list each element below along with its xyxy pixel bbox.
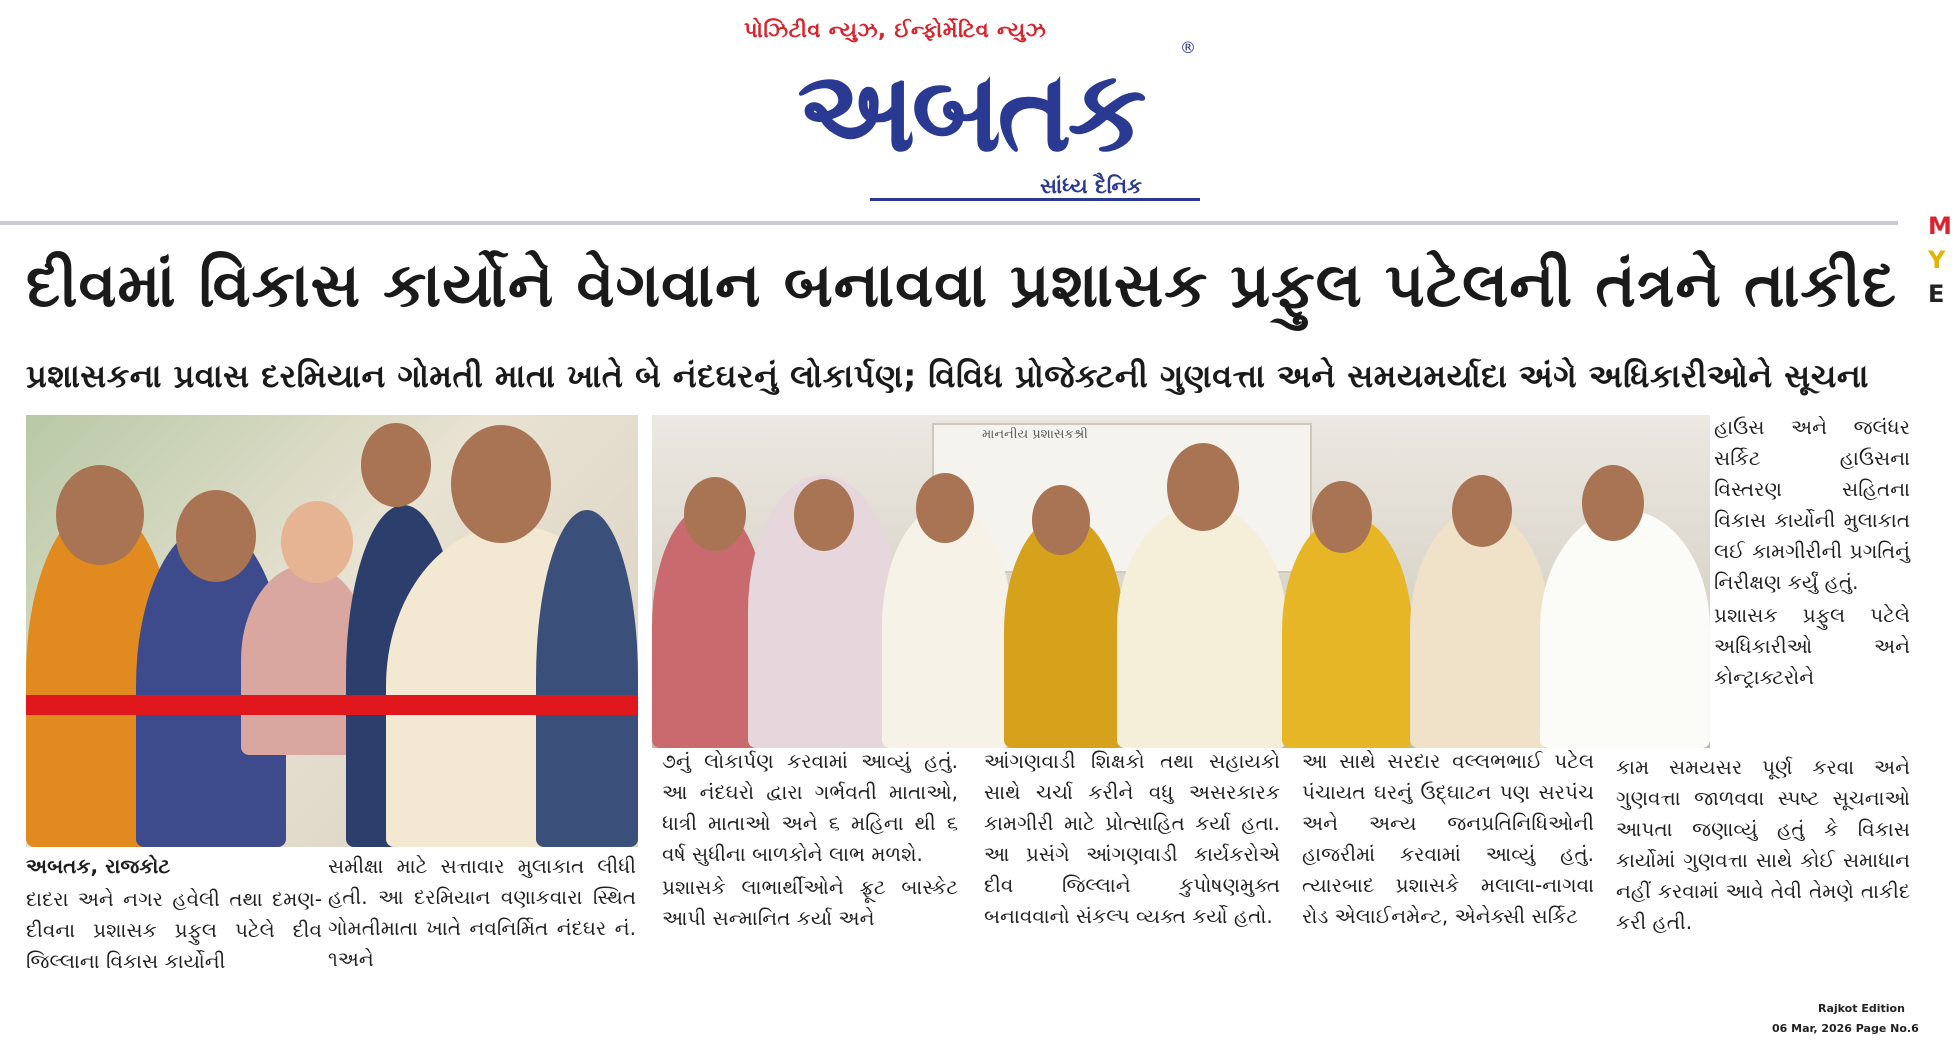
masthead-subtitle: સાંધ્ય દૈનિક (1040, 174, 1142, 198)
newspaper-logo-text: અબતક (797, 47, 1143, 177)
masthead-divider (0, 221, 1898, 225)
ribbon-cutting-photo (26, 415, 638, 847)
photo-figure (536, 510, 638, 847)
subtitle-underline (870, 198, 1200, 201)
photo-figure-head (1167, 443, 1239, 531)
photo-figure (1540, 510, 1710, 748)
side-clip-letter-2: Y (1928, 246, 1946, 274)
registered-mark: ® (1180, 38, 1196, 57)
article-paragraph: સમીક્ષા માટે સત્તાવાર મુલાકાત લીધી હતી. આ દરમિયાન વણાકવારા સ્થિત ગોમતીમાતા ખાતે નવનિર્મિત નંદઘર નં. ૧અને (328, 854, 636, 971)
article-paragraph: હાઉસ અને જલંધર સર્કિટ હાઉસના વિસ્તરણ સહિતના વિકાસ કાર્યોની મુલાકાત લઈ કામગીરીની પ્રગતિનું નિરીક્ષણ કર્યું હતું. (1714, 415, 1910, 594)
photo-figure-head (1032, 485, 1090, 555)
article-paragraph: દાદરા અને નગર હવેલી તથા દમણ-દીવના પ્રશાસક પ્રફુલ પટેલે દીવ જિલ્લાના વિકાસ કાર્યોની (26, 887, 322, 973)
article-column-6-bottom (1616, 752, 1910, 940)
article-dateline: અબતક, રાજકોટ (26, 854, 171, 878)
photo-figure-head (281, 501, 353, 583)
photo-figure-head (1452, 475, 1512, 547)
article-column-4 (984, 746, 1280, 934)
photo-figure-head (451, 425, 551, 543)
date-page-label: 06 Mar, 2026 Page No.6 (1772, 1022, 1919, 1035)
photo-figure-head (794, 479, 854, 551)
photo-figure-head (361, 423, 431, 507)
article-paragraph: પ્રશાસકે લાભાર્થીઓને ફ્રૂટ બાસ્કેટ આપી સન્માનિત કર્યા અને (662, 875, 958, 930)
newspaper-logo (740, 38, 1200, 178)
photo-figure-head (1312, 481, 1372, 553)
photo-figure (1117, 505, 1287, 748)
article-column-6-top (1714, 412, 1910, 695)
article-paragraph: આ સાથે સરદાર વલ્લભભાઈ પટેલ પંચાયત ઘરનું ઉદ્ઘાટન પણ સરપંચ અને અન્ય જનપ્રતિનિધિઓની હાજરીમાં કરવામાં આવ્યું હતું. ત્યારબાદ પ્રશાસકે મલાલા-નાગવા રોડ એલાઈનમેન્ટ, એનેક્સી સર્કિટ (1302, 749, 1594, 928)
article-subheadline: પ્રશાસકના પ્રવાસ દરમિયાન ગોમતી માતા ખાતે બે નંદઘરનું લોકાર્પણ; વિવિધ પ્રોજેક્ટની ગુણવત્તા અને સમયમર્યાદા અંગે અધિકારીઓને સૂચના (26, 357, 1870, 395)
masthead (740, 14, 1200, 209)
side-clip-letter-1: M (1928, 212, 1952, 240)
photo-figure-head (176, 490, 256, 582)
article-paragraph: આંગણવાડી શિક્ષકો તથા સહાયકો સાથે ચર્ચા કરીને વધુ અસરકારક કામગીરી માટે પ્રોત્સાહિત કર્યા હતા. આ પ્રસંગે આંગણવાડી કાર્યકરોએ દીવ જિલ્લાને કુપોષણમુક્ત બનાવવાનો સંકલ્પ વ્યક્ત કર્યો હતો. (984, 749, 1280, 928)
article-paragraph: કામ સમયસર પૂર્ણ કરવા અને ગુણવત્તા જાળવવા સ્પષ્ટ સૂચનાઓ આપતા જણાવ્યું હતું કે વિકાસ કાર્યોમાં ગુણવત્તા સાથે કોઈ સમાધાન નહીં કરવામાં આવે તેવી તેમણે તાકીદ કરી હતી. (1616, 755, 1910, 934)
photo-figure-head (684, 477, 746, 551)
article-column-2 (328, 851, 636, 977)
wall-frame-caption: માનનીય પ્રશાસકશ્રી (982, 427, 1088, 442)
article-column-3 (662, 746, 958, 936)
article-paragraph: પ્રશાસક પ્રફુલ પટેલે અધિકારીઓ અને કોન્ટ્રાક્ટરોને (1714, 603, 1910, 689)
red-ribbon (26, 695, 638, 715)
photo-figure-head (1582, 465, 1644, 541)
photo-figure-head (56, 465, 144, 565)
edition-label: Rajkot Edition (1818, 1002, 1905, 1015)
side-clip-letter-3: E (1928, 280, 1945, 308)
article-paragraph: ૭નું લોકાર્પણ કરવામાં આવ્યું હતું. આ નંદઘરો દ્વારા ગર્ભવતી માતાઓ, ધાત્રી માતાઓ અને ૬ મહિના થી ૬ વર્ષ સુધીના બાળકોને લાભ મળશે. (662, 749, 958, 866)
group-photo (652, 415, 1710, 748)
masthead-tagline: પોઝિટીવ ન્યુઝ, ઈન્ફોર્મેટિવ ન્યુઝ (744, 18, 1047, 42)
article-column-1 (26, 851, 322, 979)
article-headline: દીવમાં વિકાસ કાર્યોને વેગવાન બનાવવા પ્રશાસક પ્રફુલ પટેલની તંત્રને તાકીદ (26, 250, 1898, 321)
photo-figure-head (916, 473, 974, 543)
article-column-5 (1302, 746, 1594, 934)
